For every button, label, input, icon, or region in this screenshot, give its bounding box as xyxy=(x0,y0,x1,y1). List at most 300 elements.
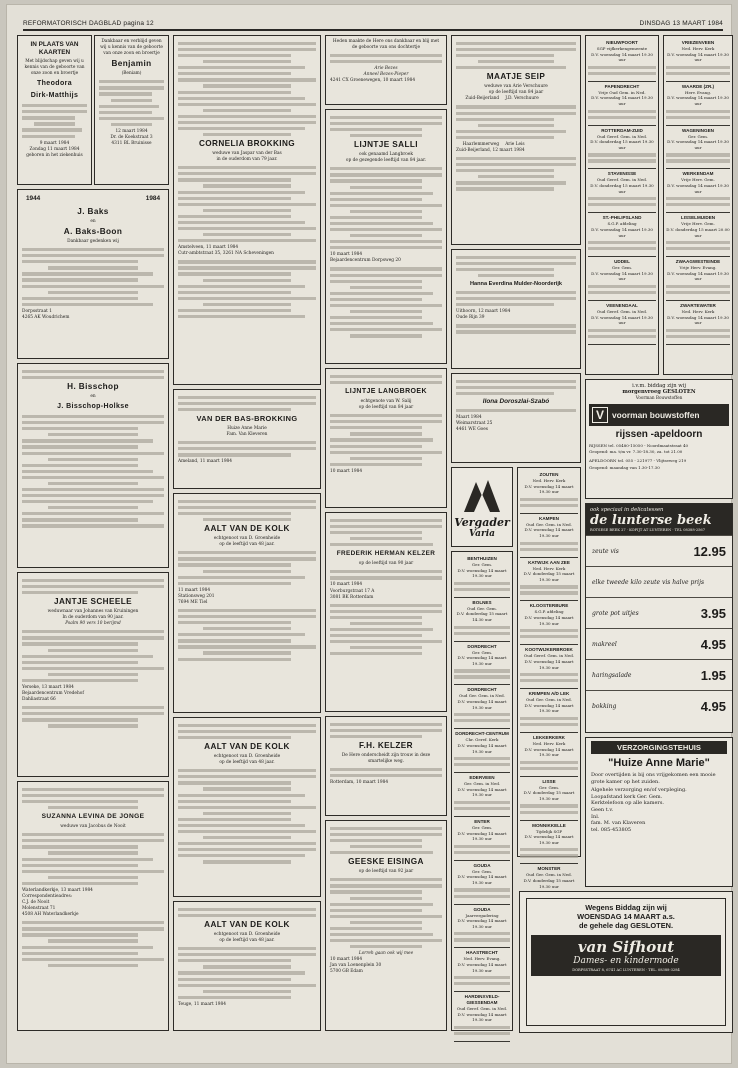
sifhout-address: DORPSSTRAAT 8, 6741 AC LUNTEREN · TEL. 08388-3284 xyxy=(572,968,680,972)
notice-birth-benjamin xyxy=(94,35,169,185)
church-service-time: D.V. woensdag 14 maart 19.30 uur xyxy=(591,95,653,107)
notice-name: MAATJE SEIP xyxy=(486,72,546,82)
notice-death-salli xyxy=(325,109,447,364)
notice-text: Met blijdschap geven wij u kennis van de geboorte van onze zoon en broertje xyxy=(24,59,85,77)
notice-body-text xyxy=(456,409,576,412)
church-name: Ned. Herv. Kerk xyxy=(532,565,566,571)
church-preacher-text xyxy=(666,66,730,75)
church-name: Oud Geref. Gem. in Ned. xyxy=(523,653,575,659)
notice-body-text xyxy=(330,116,442,137)
notice-address: Oude Rijn 39 xyxy=(456,315,485,321)
notice-address: Weimarstraat 25 xyxy=(456,421,493,427)
notice-address: 5700 GB Edam xyxy=(330,969,363,975)
notice-heading: IN PLAATS VAN KAARTEN xyxy=(30,41,79,56)
church-name: Oud Ger. Gem. in Ned. xyxy=(459,693,505,699)
notice-date: Teuge, 11 maart 1984 xyxy=(178,1001,226,1007)
notice-body-text xyxy=(22,579,164,594)
church-service-entry xyxy=(520,514,578,558)
notice-text: weduwe van Jacobus de Nooit xyxy=(60,824,126,830)
church-place: STAVENISSE xyxy=(607,171,637,177)
van-sifhout-advertisement xyxy=(519,891,733,1033)
voorman-cities: rijssen -apeldoorn xyxy=(615,429,703,441)
notice-address: 4265 AK Woudrichem xyxy=(22,314,70,320)
notice-date: 10 maart 1984 xyxy=(330,252,363,258)
lunterse-price-item xyxy=(586,628,732,659)
notice-body-text xyxy=(178,42,316,136)
church-service-entry xyxy=(520,733,578,777)
church-preacher-text xyxy=(520,848,578,857)
church-service-entry xyxy=(520,470,578,514)
notice-name: LIJNTJE LANGBROEK xyxy=(345,388,427,396)
church-preacher-text xyxy=(588,197,656,206)
church-preacher-text xyxy=(588,66,656,75)
church-preacher-text xyxy=(520,673,578,682)
church-name: Oud Ger. Gem. xyxy=(467,605,497,611)
church-name: Ned. Herv. Kerk xyxy=(532,478,566,483)
church-name: Ger. Gem. xyxy=(471,562,493,567)
notice-doroszlai xyxy=(451,373,581,463)
church-service-time: D.V. woensdag 14 maart 19.30 uur xyxy=(591,270,653,282)
church-preacher-text xyxy=(454,845,510,854)
lunterse-item-price: 12.95 xyxy=(693,543,726,559)
notice-date: Ameland, 11 maart 1984 xyxy=(178,459,233,465)
church-place: HARDINXVELD-GIESSENDAM xyxy=(464,994,500,1006)
lunterse-item-label: elke tweede kilo zeute vis halve prijs xyxy=(592,578,705,586)
sifhout-line: WOENSDAG 14 MAART a.s. xyxy=(577,912,675,921)
church-services-container xyxy=(520,470,578,952)
notice-text: Psalm 90 vers 10 berijmd xyxy=(65,621,121,627)
family-name: J.D. Verschuure xyxy=(505,96,539,102)
notice-body-text xyxy=(178,500,316,521)
notice-anniversary-baks xyxy=(17,189,169,359)
church-preacher-text xyxy=(666,329,730,338)
closed-notice-line: i.v.m. biddag zijn wij xyxy=(632,383,686,389)
notice-text: in de ouderdom van 79 jaar. xyxy=(216,157,278,163)
church-place: KLOOSTERBURE xyxy=(529,603,569,609)
church-service-entry xyxy=(666,38,730,82)
church-place: DORDRECHT-CENTRUM xyxy=(455,731,509,737)
notice-address: Jan van Loenenplein 30 xyxy=(330,963,382,969)
notice-text: op de leeftijd van 92 jaar xyxy=(358,869,414,875)
notice-date: Amstelveen, 11 maart 1984 xyxy=(178,245,239,251)
notice-body-text xyxy=(178,441,316,456)
notice-body-text xyxy=(330,54,442,63)
church-service-entry xyxy=(666,82,730,126)
notice-date: Yerseke, 13 maart 1984 xyxy=(22,685,74,690)
notice-van-de-kolk-3 xyxy=(173,901,321,1031)
notice-body-text xyxy=(22,788,164,809)
notice-body-text xyxy=(99,80,164,126)
church-service-time: D.V. woensdag 14 maart 19.30 uur xyxy=(667,95,729,107)
church-place: MONNIKKELLE xyxy=(532,822,566,828)
lunterse-item-price: 4.95 xyxy=(700,636,726,652)
notice-address: Cutr-ambtstraat 35, 3261 NA Scheveningen xyxy=(178,251,274,257)
notice-name: Benjamin xyxy=(111,59,152,69)
notice-text: op de leeftijd van 48 jaar. xyxy=(219,760,275,766)
church-preacher-text xyxy=(588,241,656,250)
church-name: Ned. Herv. Kerk xyxy=(532,740,566,746)
notice-text: op de leeftijd van 84 jaar xyxy=(358,405,414,411)
church-name: Oud Geref. Gem. in Ned. xyxy=(596,177,648,183)
church-services-container xyxy=(454,554,510,1042)
church-name: Vrije Oud Gem. in Ned. xyxy=(598,89,646,95)
notice-text: weduwe van Jaspar van der Bas xyxy=(212,151,282,157)
church-preacher-text xyxy=(666,241,730,250)
church-name: Ned. Herv. Kerk xyxy=(681,308,715,314)
masthead-right: DINSDAG 13 MAART 1984 xyxy=(639,20,723,27)
notice-death-seip xyxy=(451,35,581,245)
notice-date: Maart 1984 xyxy=(456,415,482,421)
newspaper-page xyxy=(6,4,732,1064)
notice-text: De Here onderscheidt zijn trouw in deze smartelijke weg. xyxy=(341,753,431,765)
varia-label: Varia xyxy=(469,528,495,539)
notice-date: Uithoorn, 12 maart 1984 xyxy=(456,309,511,315)
lunterse-item-price: 4.95 xyxy=(700,698,726,714)
notice-date: Waterlandkerkje, 13 maart 1984 xyxy=(22,887,93,893)
church-preacher-text xyxy=(454,582,510,591)
church-place: WAGENINGEN xyxy=(682,127,714,133)
voorman-brand-name: voorman bouwstoffen xyxy=(612,410,700,421)
notice-body-text xyxy=(330,519,442,547)
church-place: ZOUTEN xyxy=(539,472,559,477)
notice-mulder xyxy=(451,249,581,369)
church-name: Vrije Herv. Evang. xyxy=(679,265,717,271)
church-place: MONSTER xyxy=(537,866,561,872)
church-preacher-text xyxy=(588,110,656,119)
church-preacher-text xyxy=(520,629,578,638)
church-name: SGP vijfkerkengemeente xyxy=(596,46,648,51)
notice-family-list xyxy=(178,769,316,863)
church-service-time: D.V. donderdag 15 maart 19.30 uur xyxy=(523,878,575,889)
church-place: ST.-PHILIPSLAND xyxy=(602,215,642,221)
notice-body-text xyxy=(22,630,164,682)
church-service-time: D.V. woensdag 14 maart 19.30 uur xyxy=(524,746,574,758)
church-place: BENTHUIZEN xyxy=(467,556,497,561)
church-name: Jaarvergadering xyxy=(465,912,499,918)
notice-name: CORNELIA BROKKING xyxy=(198,139,296,149)
notice-langbroek xyxy=(325,368,447,508)
church-preacher-text xyxy=(666,197,730,206)
church-services-container xyxy=(666,38,730,345)
church-preacher-text xyxy=(454,976,510,985)
lunterse-item-label: haringsalade xyxy=(592,671,632,679)
notice-text: op de leeftijd van 84 jaar xyxy=(488,90,544,96)
notice-address: Bejaardencentrum Dorpsweg 20 xyxy=(330,258,401,264)
church-service-entry xyxy=(454,685,510,729)
church-service-time: D.V. donderdag 15 maart 14.30 uur xyxy=(456,611,508,623)
church-place: LISSELMUIDEN xyxy=(680,215,716,221)
church-service-entry xyxy=(454,905,510,949)
closed-notice-line: Voorman Bouwstoffen xyxy=(635,395,683,401)
notice-text: Heden maakte de Here ons dankbaar en blij met de geboorte van ons dochtertje xyxy=(332,39,440,51)
notice-body-text xyxy=(178,396,316,411)
voorman-rijssen-line: RIJSSEN tel. 05480-15050 - Noordmaatstraat 40 xyxy=(589,443,689,449)
notice-body-text xyxy=(330,570,442,579)
church-services-list-3 xyxy=(451,551,513,1031)
church-preacher-text xyxy=(454,626,510,635)
notice-body-text xyxy=(330,604,442,656)
lunterse-address: ROTSESE BEEK 27 · KOPIJT AT LUNTEREN · TEL 08388-2567 xyxy=(590,528,705,532)
notice-address: 4508 AH Waterlandkerkje xyxy=(22,912,79,918)
church-service-time: D.V. woensdag 14 maart 19.30 uur xyxy=(667,139,729,150)
church-service-time: D.V. woensdag 14 maart 19.30 uur xyxy=(667,183,729,194)
notice-body-text xyxy=(456,380,576,395)
church-name: S.G.P. afdeling xyxy=(607,221,637,227)
church-place: KRIMPEN A/D LEK xyxy=(528,691,570,697)
church-service-entry xyxy=(666,301,730,345)
church-service-entry xyxy=(454,554,510,598)
church-preacher-text xyxy=(666,153,730,162)
church-service-time: D.V. woensdag 14 maart 19.30 uur xyxy=(457,918,507,929)
notice-death-de-jonge xyxy=(17,781,169,1031)
church-service-entry xyxy=(454,817,510,861)
church-name: Ned. Herv. Kerk xyxy=(681,46,715,51)
notice-body-text xyxy=(330,827,442,855)
church-place: KOOTWIJKERBROEK xyxy=(525,647,573,653)
church-service-time: D.V. woensdag 14 maart 19.30 uur xyxy=(524,658,574,670)
church-place: VRIEZENVEEN xyxy=(681,40,715,45)
church-service-entry xyxy=(454,773,510,817)
church-place: VEENENDAAL xyxy=(606,302,638,308)
notice-name: AALT VAN DE KOLK xyxy=(204,524,290,534)
notice-family-list xyxy=(456,105,576,139)
lunterse-item-price: 3.95 xyxy=(700,605,726,621)
church-place: ZWAAGWESTEINDE xyxy=(675,259,721,265)
anne-marie-line: Inl. xyxy=(591,813,600,820)
notice-name: Theodora xyxy=(36,80,73,88)
church-name: S.G.P. afdeling xyxy=(534,609,564,615)
church-service-time: D.V. woensdag 14 maart 19.30 uur xyxy=(457,655,507,666)
notice-body-text xyxy=(22,921,164,967)
church-preacher-text xyxy=(454,669,510,678)
notice-name: LIJNTJE SALLI xyxy=(354,140,418,150)
notice-body-text xyxy=(22,706,164,727)
notice-name: H. Bisschop xyxy=(67,382,119,392)
church-name: Oud Geref. Gem. in Ned. xyxy=(456,1006,508,1012)
notice-body-text xyxy=(178,551,316,585)
church-service-time: D.V. woensdag 14 maart 19.30 uur xyxy=(524,483,574,495)
notice-name: AALT VAN DE KOLK xyxy=(204,742,290,752)
church-service-time: D.V. donderdag 15 maart 20.00 uur xyxy=(666,226,730,238)
lunterse-item-label: grote pot uitjes xyxy=(592,609,639,617)
notice-name: J. Bisschop-Holkse xyxy=(57,403,129,411)
notice-kelzer xyxy=(325,512,447,712)
notice-body-text xyxy=(456,157,576,191)
voorman-advertisement xyxy=(585,379,733,499)
church-place: DORDRECHT xyxy=(467,643,497,649)
church-place: LEKKERKERK xyxy=(533,734,565,740)
notice-date: 11 maart 1984 xyxy=(178,587,211,593)
church-preacher-text xyxy=(520,717,578,726)
church-name: Ger. Gem. xyxy=(471,649,493,655)
anne-marie-heading: VERZORGINGSTEHUIS xyxy=(591,741,727,754)
voorman-rijssen-hours: Geopend: ma. t/m vr. 7.30-18.30, za. tot 21.00 xyxy=(589,449,683,455)
notice-body-text xyxy=(456,324,576,333)
church-place: LISSE xyxy=(542,778,556,784)
church-name: Vrije Herv. Gem. xyxy=(681,221,715,227)
notice-name: SUZANNA LEVINA DE JONGE xyxy=(41,813,145,821)
church-name: Oud Ger. Gem. in Ned. xyxy=(526,872,572,878)
lunterse-price-item xyxy=(586,535,732,566)
church-service-entry xyxy=(666,126,730,170)
notice-name: JANTJE SCHEELE xyxy=(54,597,132,607)
notice-date: Zuid-Beijerland, 12 maart 1984 xyxy=(456,148,525,154)
notice-text: op de gezegende leeftijd van 84 jaar. xyxy=(345,158,427,164)
church-service-time: D.V. donderdag 15 maart 19.30 uur xyxy=(523,790,575,801)
lunterse-item-label: zeute vis xyxy=(592,547,619,555)
notice-date: 10 maart 1984 xyxy=(330,468,363,474)
notice-date: 10 maart 1984 xyxy=(330,957,363,963)
church-service-time: D.V. donderdag 15 maart 19.30 uur xyxy=(523,571,575,582)
notice-text: op de leeftijd van 48 jaar. xyxy=(219,542,275,548)
notice-address: 4311 BL Bruinisse xyxy=(111,141,152,147)
sifhout-brand-panel xyxy=(531,935,721,976)
church-name: Oud Geref. Gem. in Ned. xyxy=(596,308,648,314)
church-name: Ned. Herv. Evang. xyxy=(463,956,501,962)
notice-address: 3081 BK Rotterdam xyxy=(330,594,374,600)
notice-name: J. Baks xyxy=(77,207,109,216)
notice-address: 4241 CX Groenewegen, 10 maart 1984 xyxy=(330,78,416,84)
masthead-left: REFORMATORISCH DAGBLAD pagina 12 xyxy=(23,20,154,27)
notice-text: en xyxy=(90,394,96,400)
church-service-time: D.V. woensdag 14 maart 19.30 uur xyxy=(591,314,653,326)
notice-body-text xyxy=(456,256,576,277)
church-place: DORDRECHT xyxy=(467,687,497,693)
notice-van-der-bas xyxy=(173,389,321,489)
notice-text: op de leeftijd van 48 jaar. xyxy=(219,938,275,944)
notice-address: Molenstraat 71 xyxy=(22,906,56,912)
notice-text: Fam. Van Kleveren xyxy=(226,432,268,438)
church-preacher-text xyxy=(588,329,656,338)
notice-bisschop xyxy=(17,363,169,568)
closed-notice-line: morgenvroeg GESLOTEN xyxy=(622,389,696,396)
church-service-entry xyxy=(588,213,656,257)
notice-family-list xyxy=(178,947,316,999)
church-preacher-text xyxy=(520,542,578,551)
church-service-entry xyxy=(454,948,510,992)
notice-text: echtgenoot van D. Groenheide xyxy=(213,932,281,938)
church-services-container xyxy=(588,38,656,345)
church-services-list-2 xyxy=(517,467,581,889)
church-service-entry xyxy=(666,257,730,301)
church-service-entry xyxy=(454,642,510,686)
van-sifhout-inner xyxy=(526,898,726,1026)
church-service-time: D.V. woensdag 14 maart 19.30 uur xyxy=(591,51,653,63)
notice-text: en xyxy=(90,219,96,224)
notice-text: Lorreh gaan ook wij mee xyxy=(358,951,414,957)
notice-text: Huize Anne Marie xyxy=(227,426,267,432)
notice-body-text xyxy=(330,723,442,738)
church-place: BOLNES xyxy=(472,599,492,605)
notice-body-text xyxy=(22,248,164,306)
church-service-entry xyxy=(520,777,578,821)
anne-marie-advertisement xyxy=(585,737,733,887)
notice-name: F.H. KELZER xyxy=(359,741,413,751)
vergader-varia-banner xyxy=(451,467,513,547)
notice-family-list xyxy=(178,166,316,242)
notice-address: 4461 WE Goes xyxy=(456,427,488,433)
lunterse-price-list xyxy=(586,535,732,721)
church-preacher-text xyxy=(520,585,578,594)
church-service-time: D.V. woensdag 14 maart 19.30 uur xyxy=(524,615,574,626)
church-name: Ger. Gem. xyxy=(471,824,493,830)
lunterse-price-item xyxy=(586,659,732,690)
lunterse-price-item xyxy=(586,566,732,597)
notice-name: AALT VAN DE KOLK xyxy=(204,920,290,930)
church-service-entry xyxy=(666,169,730,213)
church-name: Oud Geref. Gem. in Ned. xyxy=(596,133,648,139)
notice-date: Rotterdam, 10 maart 1984 xyxy=(330,780,389,786)
anne-marie-line: Door overtijden is bij ons vrijgekomen een mooie grote kamer op het zuiden. xyxy=(591,772,716,785)
lunterse-header xyxy=(586,504,732,535)
church-service-time: D.V. woensdag 14 maart 19.30 uur xyxy=(457,786,507,798)
sifhout-subtitle: Dames- en kindermode xyxy=(573,956,679,966)
church-place: HAASTRECHT xyxy=(466,950,498,956)
notice-birth-bezes xyxy=(325,35,447,105)
family-name: Arie Leis xyxy=(505,141,525,147)
notice-body-text xyxy=(178,609,316,661)
notice-address: Bejaardencentrum Vredehof xyxy=(22,691,84,697)
church-service-time: D.V. woensdag 14 maart 19.30 uur xyxy=(457,567,507,579)
church-service-time: D.V. donderdag 15 maart 19.30 uur xyxy=(590,183,654,194)
notice-text: op de leeftijd van 90 jaar xyxy=(358,561,414,567)
notice-name: Dirk-Matthijs xyxy=(30,92,79,100)
anne-marie-phone: tel. 085-453805 xyxy=(591,826,632,833)
church-service-entry xyxy=(520,821,578,865)
church-service-time: D.V. woensdag 14 maart 19.30 uur xyxy=(457,1011,507,1023)
church-name: Vrije Herv. Gem. xyxy=(681,177,715,183)
notice-date: 12 maart 1984 xyxy=(115,128,148,134)
notice-eisinga xyxy=(325,820,447,1031)
church-preacher-text xyxy=(454,1026,510,1035)
church-preacher-text xyxy=(520,761,578,770)
church-name: Herv. Evang. xyxy=(684,89,712,95)
anne-marie-name: "Huize Anne Marie" xyxy=(608,757,710,769)
church-service-time: D.V. woensdag 14 maart 19.30 uur xyxy=(457,874,507,885)
notice-name: Hanna Everdina Mulder-Noorderijk xyxy=(469,281,562,288)
notice-van-de-kolk-2 xyxy=(173,717,321,897)
church-preacher-text xyxy=(520,498,578,507)
notice-text: echtgenote van W. Salij xyxy=(360,399,412,405)
church-service-entry xyxy=(520,689,578,733)
church-preacher-text xyxy=(454,888,510,897)
church-preacher-text xyxy=(588,153,656,162)
church-service-entry xyxy=(454,598,510,642)
notice-text: Dankbaar en verblijd geven wij u kennis van de geboorte van onze zoon en broertje xyxy=(100,39,163,57)
anne-marie-line: Algehele verzorging en/of verpleging. xyxy=(591,787,687,794)
church-preacher-text xyxy=(666,285,730,294)
notice-address: Dahliastraat 66 xyxy=(22,697,56,703)
notice-body-text xyxy=(330,375,442,384)
church-place: ENTER xyxy=(474,818,490,824)
lunterse-beek-advertisement xyxy=(585,503,733,733)
notice-birth-theodora xyxy=(17,35,92,185)
church-service-entry xyxy=(454,729,510,773)
voorman-apeldoorn-hours: Geopend: maandag van 1.30-17.30 xyxy=(589,464,660,470)
lunterse-item-label: bokking xyxy=(592,702,617,710)
anne-marie-line: fam. M. van Klaveren xyxy=(591,820,646,827)
church-preacher-text xyxy=(588,285,656,294)
church-service-time: D.V. donderdag 15 maart 19.30 uur xyxy=(590,139,654,150)
church-name: Ger. Gem. xyxy=(538,784,560,790)
lunterse-price-item xyxy=(586,690,732,721)
notice-body-text xyxy=(22,370,164,379)
notice-body-text xyxy=(22,415,164,528)
notice-date: 9 maart 1984 xyxy=(39,140,70,146)
notice-name: Ilona Doroszlai-Szabó xyxy=(482,398,550,406)
family-row xyxy=(456,96,576,102)
church-service-entry xyxy=(588,301,656,345)
